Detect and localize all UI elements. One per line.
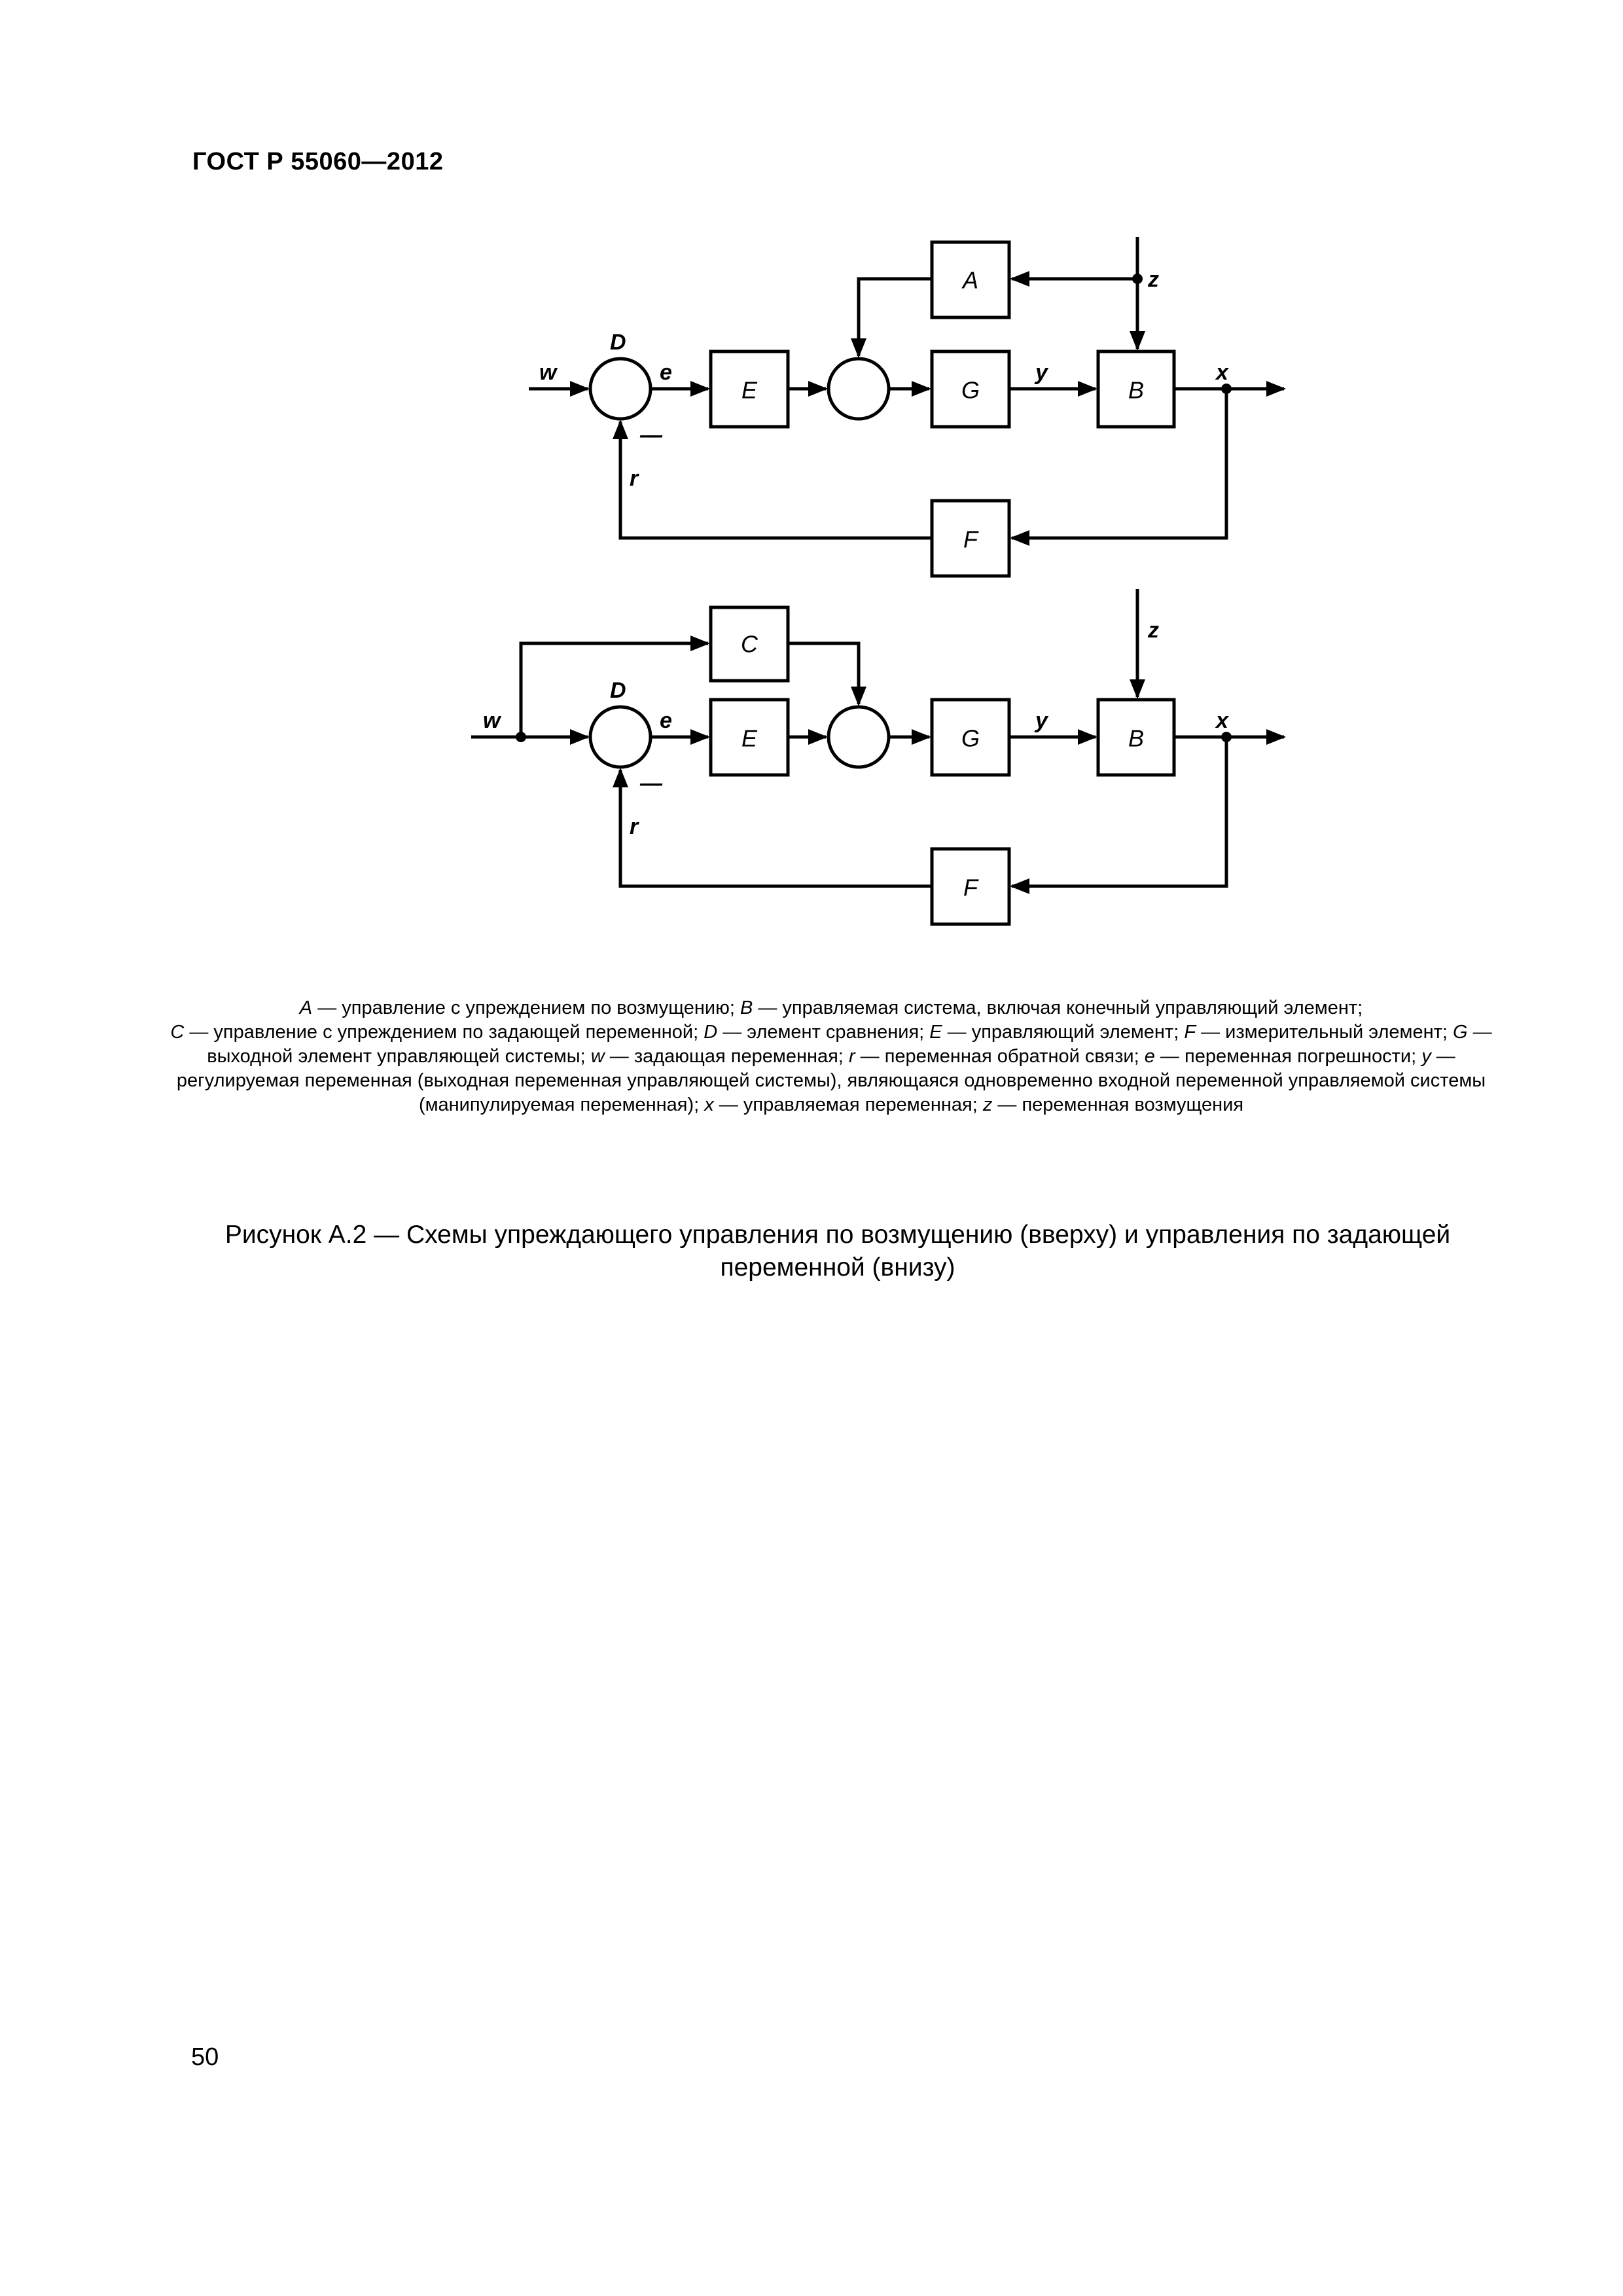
top-signal-e: e [660,360,672,385]
bottom-label-E: E [741,725,758,752]
top-signal-x: x [1216,360,1228,385]
legend-text: — управление с упреждением по возмущению; [312,997,740,1018]
top-label-D: D [610,330,626,355]
top-minus-sign: — [640,423,662,448]
bottom-label-G: G [961,725,980,752]
legend-sym: D [704,1022,718,1043]
bottom-diagram [471,589,1284,924]
bottom-label-B: B [1128,725,1145,752]
legend-sym: w [590,1046,605,1067]
top-label-G: G [961,376,980,404]
legend-sym: e [1144,1046,1155,1067]
legend-text: — элемент сравнения; [717,1022,930,1043]
legend-sym: A [299,997,313,1018]
document-header: ГОСТ Р 55060—2012 [192,148,444,175]
top-signal-w: w [539,360,557,385]
bottom-comparator-D [590,707,651,767]
bottom-signal-y: y [1035,708,1048,733]
bottom-label-F: F [963,874,978,901]
bottom-label-D: D [610,678,626,703]
legend-text: — управление с упреждением по задающей переменной; [184,1022,704,1043]
legend-sym: B [740,997,753,1018]
legend-text: — регулируемая переменная (выходная переменная управляющей системы), являющаяся одновременно входной переменной управляемой системы (манипулируемая переменная); [176,1046,1486,1115]
legend-text: — измерительный элемент; [1196,1022,1453,1043]
legend-sym: G [1453,1022,1468,1043]
top-diagram [529,237,1284,576]
page-number: 50 [191,2043,219,2071]
figure-caption: Рисунок А.2 — Схемы упреждающего управления по возмущению (вверху) и управления по задающей переменной (внизу) [224,1221,1451,1282]
bottom-minus-sign: — [640,771,662,796]
legend-text: — выходной элемент управляющей системы; [207,1022,1492,1067]
legend-sym: C [170,1022,185,1043]
figure-legend [157,996,1505,1117]
legend-sym: x [704,1094,714,1115]
top-label-B: B [1128,376,1145,404]
legend-text: — управляемая система, включая конечный управляющий элемент; [753,997,1363,1018]
top-label-E: E [741,376,758,404]
block-diagrams [0,0,1623,982]
legend-text: — управляемая переменная; [713,1094,983,1115]
bottom-summing-junction [829,707,889,767]
bottom-label-C: C [741,630,758,658]
top-label-A: A [962,266,979,294]
top-summing-junction [829,359,889,419]
legend-text: — переменная возмущения [992,1094,1244,1115]
bottom-signal-r: r [630,814,639,839]
legend-text: — переменная обратной связи; [855,1046,1145,1067]
top-comparator-D [590,359,651,419]
top-signal-r: r [630,466,639,491]
legend-sym: r [848,1046,855,1067]
bottom-signal-e: e [660,708,672,733]
top-label-F: F [963,526,978,553]
legend-text: — задающая переменная; [604,1046,849,1067]
legend-sym: y [1421,1046,1431,1067]
legend-sym: z [982,1094,993,1115]
bottom-signal-x: x [1216,708,1228,733]
legend-sym: F [1184,1022,1196,1043]
legend-text: — переменная погрешности; [1154,1046,1422,1067]
top-signal-z: z [1148,267,1159,292]
legend-text: — управляющий элемент; [942,1022,1185,1043]
bottom-signal-z: z [1148,618,1159,643]
top-signal-y: y [1035,360,1048,385]
legend-sym: E [929,1022,942,1043]
bottom-signal-w: w [483,708,501,733]
